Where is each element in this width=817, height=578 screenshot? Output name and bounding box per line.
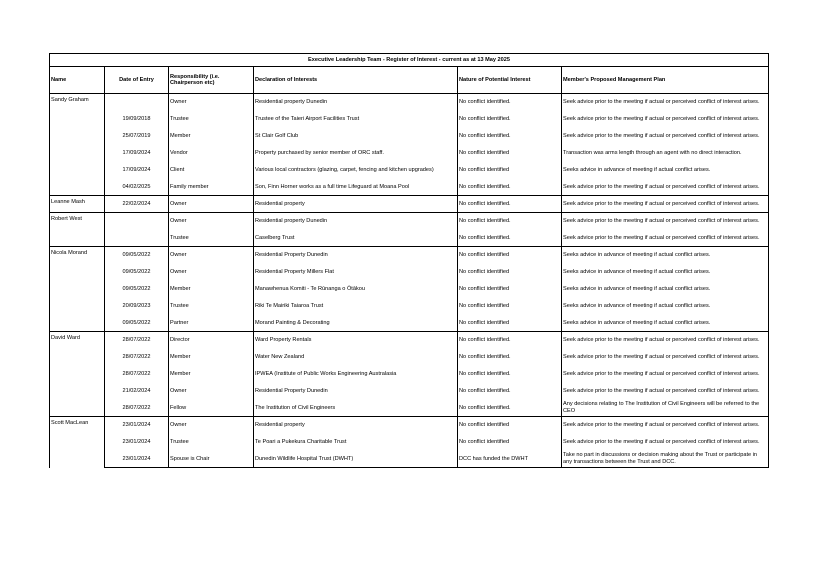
- declaration: Residential Property Dunedin: [254, 247, 458, 264]
- nature-of-interest: No conflict identified.: [458, 349, 562, 366]
- declaration: Riki Te Mairiki Taiaroa Trust: [254, 298, 458, 315]
- table-title: Executive Leadership Team - Register of Interest - current as at 13 May 2025: [50, 54, 769, 67]
- management-plan: Take no part in discussions or decision making about the Trust or participate in any transactions between the Trust and DCC.: [562, 451, 769, 468]
- management-plan: Seek advice prior to the meeting if actual or perceived conflict of interest arises.: [562, 94, 769, 111]
- management-plan: Seeks advice in advance of meeting if actual conflict arises.: [562, 162, 769, 179]
- management-plan: Seek advice prior to the meeting if actual or perceived conflict of interest arises.: [562, 434, 769, 451]
- declaration: Property purchased by senior member of ORC staff.: [254, 145, 458, 162]
- nature-of-interest: No conflict identified.: [458, 213, 562, 230]
- declaration: Residential Property Millers Flat: [254, 264, 458, 281]
- entry-date: [105, 213, 169, 230]
- declaration: Manawhenua Komiti - Te Rūnanga o Ōtākou: [254, 281, 458, 298]
- entry-date: 17/09/2024: [105, 162, 169, 179]
- table-row: [50, 451, 769, 468]
- management-plan: Seek advice prior to the meeting if actual or perceived conflict of interest arises.: [562, 213, 769, 230]
- management-plan: Seek advice prior to the meeting if actual or perceived conflict of interest arises.: [562, 196, 769, 213]
- responsibility: Member: [169, 349, 254, 366]
- responsibility: Trustee: [169, 434, 254, 451]
- responsibility: Family member: [169, 179, 254, 196]
- nature-of-interest: No conflict identified: [458, 145, 562, 162]
- declaration: Residential property: [254, 417, 458, 434]
- member-name: David Ward: [50, 332, 105, 417]
- management-plan: Seek advice prior to the meeting if actual or perceived conflict of interest arises.: [562, 417, 769, 434]
- nature-of-interest: No conflict identified.: [458, 111, 562, 128]
- responsibility: Partner: [169, 315, 254, 332]
- table-row: [50, 179, 769, 196]
- table-row: [50, 162, 769, 179]
- header-name: Name: [50, 67, 105, 94]
- nature-of-interest: No conflict identified: [458, 434, 562, 451]
- responsibility: Owner: [169, 94, 254, 111]
- management-plan: Seek advice prior to the meeting if actual or perceived conflict of interest arises.: [562, 179, 769, 196]
- entry-date: 17/09/2024: [105, 145, 169, 162]
- declaration: IPWEA (Institute of Public Works Engineering Australasia: [254, 366, 458, 383]
- management-plan: Seek advice prior to the meeting if actual or perceived conflict of interest arises.: [562, 366, 769, 383]
- nature-of-interest: No conflict identified.: [458, 230, 562, 247]
- management-plan: Any decisions relating to The Institution of Civil Engineers will be referred to the CEO: [562, 400, 769, 417]
- management-plan: Seek advice prior to the meeting if actual or perceived conflict of interest arises.: [562, 230, 769, 247]
- management-plan: Seek advice prior to the meeting if actual or perceived conflict of interest arises.: [562, 111, 769, 128]
- entry-date: 23/01/2024: [105, 451, 169, 468]
- management-plan: Seeks advice in advance of meeting if actual conflict arises.: [562, 298, 769, 315]
- table-row: [50, 434, 769, 451]
- responsibility: Spouse is Chair: [169, 451, 254, 468]
- responsibility: Vendor: [169, 145, 254, 162]
- declaration: Morand Painting & Decorating: [254, 315, 458, 332]
- nature-of-interest: No conflict identified.: [458, 400, 562, 417]
- declaration: Te Poari a Pukekura Charitable Trust: [254, 434, 458, 451]
- register-of-interest-table: [49, 53, 769, 468]
- nature-of-interest: No conflict identified.: [458, 196, 562, 213]
- nature-of-interest: No conflict identified.: [458, 179, 562, 196]
- table-row: [50, 196, 769, 213]
- declaration: Residential property Dunedin: [254, 94, 458, 111]
- entry-date: 19/09/2018: [105, 111, 169, 128]
- nature-of-interest: No conflict identified.: [458, 128, 562, 145]
- entry-date: 23/01/2024: [105, 434, 169, 451]
- table-row: [50, 417, 769, 434]
- declaration: Ward Property Rentals: [254, 332, 458, 349]
- responsibility: Fellow: [169, 400, 254, 417]
- management-plan: Seeks advice in advance of meeting if actual conflict arises.: [562, 281, 769, 298]
- declaration: Various local contractors (glazing, carpet, fencing and kitchen upgrades): [254, 162, 458, 179]
- nature-of-interest: No conflict identified: [458, 281, 562, 298]
- entry-date: 23/01/2024: [105, 417, 169, 434]
- entry-date: 09/05/2022: [105, 281, 169, 298]
- declaration: Residential Property Dunedin: [254, 383, 458, 400]
- nature-of-interest: No conflict identified: [458, 298, 562, 315]
- table-row: [50, 400, 769, 417]
- header-date: Date of Entry: [105, 67, 169, 94]
- table-row: [50, 366, 769, 383]
- entry-date: 28/07/2022: [105, 349, 169, 366]
- table-row: [50, 332, 769, 349]
- table-row: [50, 94, 769, 111]
- table-row: [50, 213, 769, 230]
- member-name: Scott MacLean: [50, 417, 105, 468]
- management-plan: Seek advice prior to the meeting if actual or perceived conflict of interest arises.: [562, 383, 769, 400]
- management-plan: Seek advice prior to the meeting if actual or perceived conflict of interest arises.: [562, 349, 769, 366]
- responsibility: Client: [169, 162, 254, 179]
- nature-of-interest: No conflict identified: [458, 162, 562, 179]
- entry-date: [105, 230, 169, 247]
- management-plan: Transaction was arms length through an agent with no direct interaction.: [562, 145, 769, 162]
- member-name: Sandy Graham: [50, 94, 105, 196]
- table-row: [50, 128, 769, 145]
- declaration: Dunedin Wildlife Hospital Trust (DWHT): [254, 451, 458, 468]
- entry-date: 22/02/2024: [105, 196, 169, 213]
- entry-date: 09/05/2022: [105, 247, 169, 264]
- responsibility: Owner: [169, 247, 254, 264]
- responsibility: Trustee: [169, 298, 254, 315]
- table-row: [50, 247, 769, 264]
- table-row: [50, 383, 769, 400]
- nature-of-interest: No conflict identified: [458, 315, 562, 332]
- member-name: Leanne Mash: [50, 196, 105, 213]
- table-row: [50, 298, 769, 315]
- responsibility: Director: [169, 332, 254, 349]
- management-plan: Seeks advice in advance of meeting if actual conflict arises.: [562, 315, 769, 332]
- table-row: [50, 349, 769, 366]
- management-plan: Seek advice prior to the meeting if actual or perceived conflict of interest arises.: [562, 332, 769, 349]
- member-name: Robert West: [50, 213, 105, 247]
- nature-of-interest: No conflict identified: [458, 264, 562, 281]
- entry-date: [105, 94, 169, 111]
- management-plan: Seek advice prior to the meeting if actual or perceived conflict of interest arises.: [562, 128, 769, 145]
- responsibility: Trustee: [169, 111, 254, 128]
- responsibility: Trustee: [169, 230, 254, 247]
- declaration: St Clair Golf Club: [254, 128, 458, 145]
- declaration: Caselberg Trust: [254, 230, 458, 247]
- declaration: Residential property: [254, 196, 458, 213]
- nature-of-interest: No conflict identified.: [458, 383, 562, 400]
- table-row: [50, 230, 769, 247]
- nature-of-interest: No conflict identified.: [458, 332, 562, 349]
- table-row: [50, 315, 769, 332]
- entry-date: 09/05/2022: [105, 315, 169, 332]
- declaration: Residential property Dunedin: [254, 213, 458, 230]
- member-name: Nicola Morand: [50, 247, 105, 332]
- entry-date: 09/05/2022: [105, 264, 169, 281]
- header-nature: Nature of Potential Interest: [458, 67, 562, 94]
- responsibility: Owner: [169, 417, 254, 434]
- header-plan: Member's Proposed Management Plan: [562, 67, 769, 94]
- entry-date: 21/02/2024: [105, 383, 169, 400]
- responsibility: Owner: [169, 264, 254, 281]
- header-responsibility: Responsibility (i.e. Chairperson etc): [169, 67, 254, 94]
- responsibility: Member: [169, 128, 254, 145]
- responsibility: Owner: [169, 383, 254, 400]
- responsibility: Member: [169, 366, 254, 383]
- table-body: [50, 94, 769, 468]
- nature-of-interest: DCC has funded the DWHT: [458, 451, 562, 468]
- management-plan: Seeks advice in advance of meeting if actual conflict arises.: [562, 264, 769, 281]
- nature-of-interest: No conflict identified.: [458, 366, 562, 383]
- table-row: [50, 145, 769, 162]
- management-plan: Seeks advice in advance of meeting if actual conflict arises.: [562, 247, 769, 264]
- declaration: The Institution of Civil Engineers: [254, 400, 458, 417]
- entry-date: 25/07/2019: [105, 128, 169, 145]
- declaration: Trustee of the Taieri Airport Facilities Trust: [254, 111, 458, 128]
- declaration: Water New Zealand: [254, 349, 458, 366]
- responsibility: Owner: [169, 196, 254, 213]
- entry-date: 28/07/2022: [105, 332, 169, 349]
- responsibility: Owner: [169, 213, 254, 230]
- entry-date: 28/07/2022: [105, 400, 169, 417]
- table-row: [50, 111, 769, 128]
- entry-date: 28/07/2022: [105, 366, 169, 383]
- nature-of-interest: No conflict identified: [458, 247, 562, 264]
- entry-date: 04/02/2025: [105, 179, 169, 196]
- nature-of-interest: No conflict identified: [458, 417, 562, 434]
- declaration: Son, Finn Horner works as a full time Lifeguard at Moana Pool: [254, 179, 458, 196]
- entry-date: 20/09/2023: [105, 298, 169, 315]
- table-row: [50, 281, 769, 298]
- responsibility: Member: [169, 281, 254, 298]
- header-declaration: Declaration of Interests: [254, 67, 458, 94]
- nature-of-interest: No conflict identified.: [458, 94, 562, 111]
- table-row: [50, 264, 769, 281]
